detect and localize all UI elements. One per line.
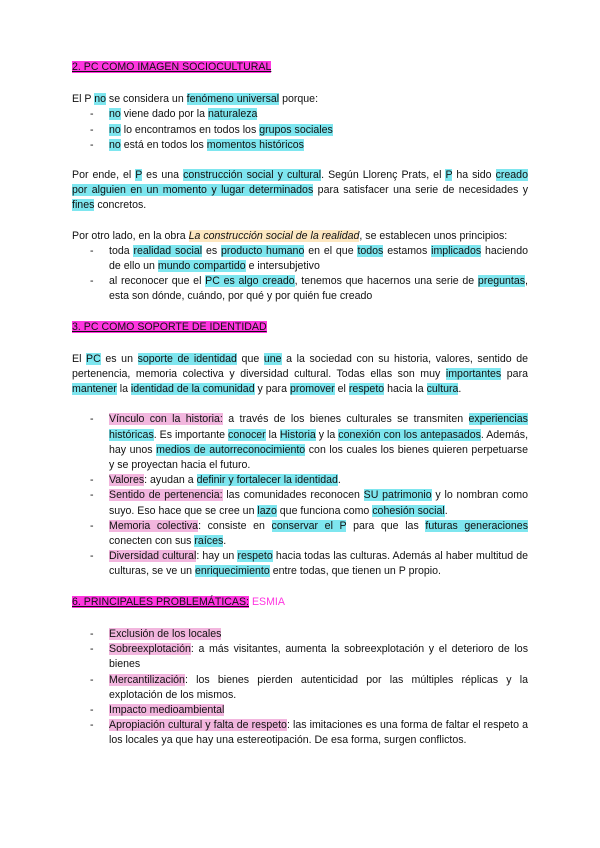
- highlight: definir y fortalecer la identidad: [196, 474, 338, 487]
- paragraph: [72, 92, 528, 107]
- highlight: P: [445, 169, 453, 182]
- highlight: respeto: [237, 550, 273, 563]
- bullet-list: [72, 627, 528, 749]
- text: El P: [72, 93, 95, 106]
- term: Mercantilización: [109, 673, 185, 686]
- highlight: no: [109, 123, 121, 136]
- list-item: [72, 107, 528, 122]
- highlight: naturaleza: [207, 108, 258, 121]
- highlight: soporte de identidad: [137, 352, 237, 365]
- text: es: [202, 244, 221, 257]
- highlight: construcción social y cultural: [183, 169, 322, 182]
- highlight: raíces: [194, 535, 224, 548]
- heading-text: 2. PC COMO IMAGEN SOCIOCULTURAL: [72, 61, 272, 73]
- term: Impacto medioambiental: [109, 703, 225, 716]
- text: , esta son dónde, cuándo, por qué y por quién fue creado: [109, 275, 528, 303]
- section-heading-6: [72, 595, 528, 610]
- text: las comunidades reconocen: [222, 489, 364, 502]
- term: Vínculo con la historia:: [109, 413, 223, 426]
- highlight: fenómeno universal: [186, 93, 280, 106]
- text: : los bienes pierden autenticidad por las múltiples réplicas y la explotación de los mismos.: [109, 673, 528, 701]
- text: el: [334, 383, 349, 396]
- text: y para: [254, 383, 290, 396]
- text: al reconocer que el: [109, 275, 206, 288]
- text: se considera un: [105, 93, 187, 106]
- text: lo encontramos en todos los: [120, 123, 260, 136]
- section-heading-2: [72, 60, 528, 75]
- list-item: [72, 123, 528, 138]
- text: : hay un: [196, 550, 238, 563]
- text: concretos.: [94, 199, 147, 212]
- highlight: realidad social: [133, 244, 203, 257]
- highlight: medios de autorreconocimiento: [156, 443, 306, 456]
- text: en el que: [304, 244, 358, 257]
- list-item: [72, 627, 528, 642]
- highlight: mantener: [72, 383, 117, 396]
- highlight: fines: [72, 199, 95, 212]
- text: : las imitaciones es una forma de faltar el respeto a los locales ya que hay una estereotipación. De esa forma, surgen conflictos.: [109, 719, 528, 747]
- paragraph: [72, 229, 528, 244]
- list-item: [72, 519, 528, 549]
- section-heading-3: [72, 320, 528, 335]
- highlight: P: [135, 169, 143, 182]
- text: El: [72, 352, 87, 365]
- list-item: [72, 412, 528, 473]
- highlight: cohesión social: [372, 504, 445, 517]
- highlight: promover: [289, 383, 335, 396]
- text: que funciona como: [276, 504, 373, 517]
- text: . Es importante: [153, 428, 229, 441]
- text: , se establecen unos principios:: [359, 229, 508, 242]
- text: Por otro lado, en la obra: [72, 229, 189, 242]
- text: a través de los bienes culturales se transmiten: [222, 413, 469, 426]
- highlight: mundo compartido: [157, 260, 246, 273]
- text: con los cuales los bienes quieren perpetuarse y se proyectan hacia el futuro.: [109, 443, 528, 472]
- text: para: [501, 368, 528, 381]
- text: Por ende, el: [72, 169, 136, 182]
- bullet-list: [72, 412, 528, 579]
- text: estamos: [383, 244, 432, 257]
- list-item: [72, 244, 528, 274]
- term: Memoria colectiva: [109, 519, 199, 532]
- text: , tenemos que hacernos una serie de: [294, 275, 478, 288]
- highlight: no: [109, 138, 121, 151]
- text: entre todas, que tienen un P propio.: [269, 565, 441, 578]
- paragraph: [72, 352, 528, 398]
- text: ha sido: [452, 169, 496, 182]
- text: .: [458, 383, 462, 396]
- text: : consiste en: [198, 519, 272, 532]
- highlight: lazo: [257, 504, 277, 517]
- highlight: enriquecimiento: [194, 565, 270, 578]
- text: : a más visitantes, aumenta la sobreexplotación y el deterioro de los bienes: [109, 643, 528, 671]
- highlight: respeto: [348, 383, 385, 396]
- paragraph: [72, 168, 528, 214]
- highlight: PC es algo creado: [205, 275, 295, 288]
- highlight: conexión con los antepasados: [338, 428, 481, 441]
- list-item: [72, 673, 528, 703]
- text: es una: [142, 169, 184, 182]
- highlight: futuras generaciones: [425, 519, 528, 532]
- highlight: cultura: [426, 383, 459, 396]
- heading-tail: ESMIA: [249, 595, 285, 608]
- highlight: preguntas: [477, 275, 526, 288]
- highlight: no: [109, 108, 121, 121]
- highlight: identidad de la comunidad: [130, 383, 255, 396]
- text: . Según Llorenç Prats, el: [321, 169, 446, 182]
- text: .: [444, 504, 448, 517]
- heading-text: 3. PC COMO SOPORTE DE IDENTIDAD: [72, 320, 267, 333]
- highlight: implicados: [431, 244, 482, 257]
- highlight: conservar el P: [271, 519, 347, 532]
- highlight: PC: [86, 352, 101, 365]
- highlight: experiencias históricas: [109, 413, 528, 441]
- document-page: [72, 60, 528, 749]
- term: Sentido de pertenencia:: [109, 489, 223, 502]
- list-item: [72, 703, 528, 718]
- highlight: conocer: [228, 428, 266, 441]
- text: es un: [100, 352, 138, 365]
- list-item: [72, 473, 528, 488]
- text: e intersubjetivo: [245, 260, 320, 273]
- text: y la: [315, 428, 339, 441]
- list-item: [72, 718, 528, 748]
- term: Sobreexplotación: [109, 643, 191, 656]
- text: la: [116, 383, 131, 396]
- highlight: no: [94, 93, 106, 106]
- term: Valores: [109, 474, 145, 487]
- text: : ayudan a: [144, 474, 197, 487]
- text: conecten con sus: [109, 535, 195, 548]
- text: para satisfacer una serie de necesidades y: [313, 184, 528, 197]
- text: .: [223, 535, 227, 548]
- highlight: importantes: [445, 368, 502, 381]
- heading-text: 6. PRINCIPALES PROBLEMÁTICAS:: [72, 595, 250, 608]
- text: .: [337, 474, 341, 487]
- text: toda: [109, 244, 134, 257]
- text: viene dado por la: [120, 108, 208, 121]
- bullet-list: [72, 244, 528, 305]
- highlight: creado por alguien en un momento y lugar determinados: [72, 169, 528, 197]
- text: y lo nombran como suyo. Eso hace que se cree un: [109, 489, 528, 517]
- text: la: [265, 428, 280, 441]
- text: . Además, hay unos: [109, 428, 529, 456]
- text: haciendo de ello un: [109, 244, 528, 273]
- book-title: La construcción social de la realidad: [188, 229, 360, 242]
- text: hacia la: [384, 383, 427, 396]
- list-item: [72, 642, 528, 672]
- highlight: grupos sociales: [259, 123, 333, 136]
- list-item: [72, 138, 528, 153]
- list-item: [72, 549, 528, 579]
- bullet-list: [72, 107, 528, 153]
- highlight: producto humano: [220, 244, 305, 257]
- term: Apropiación cultural y falta de respeto: [109, 719, 287, 732]
- term: Diversidad cultural: [109, 550, 197, 563]
- text: a la sociedad con su historia, valores, sentido de pertenencia, memoria colectiva y diversidad cultural. Todas ellas son muy: [72, 352, 528, 381]
- list-item: [72, 274, 528, 304]
- highlight: SU patrimonio: [363, 489, 432, 502]
- text: porque:: [279, 93, 319, 106]
- text: que: [236, 352, 264, 365]
- text: hacia todas las culturas. Además al haber multitud de culturas, se ve un: [109, 550, 529, 578]
- list-item: [72, 488, 528, 518]
- highlight: momentos históricos: [206, 138, 304, 151]
- highlight: todos: [357, 244, 384, 257]
- text: está en todos los: [120, 138, 207, 151]
- highlight: une: [263, 352, 282, 365]
- highlight: Historia: [279, 428, 316, 441]
- term: Exclusión de los locales: [109, 627, 222, 640]
- text: para que las: [346, 519, 426, 532]
